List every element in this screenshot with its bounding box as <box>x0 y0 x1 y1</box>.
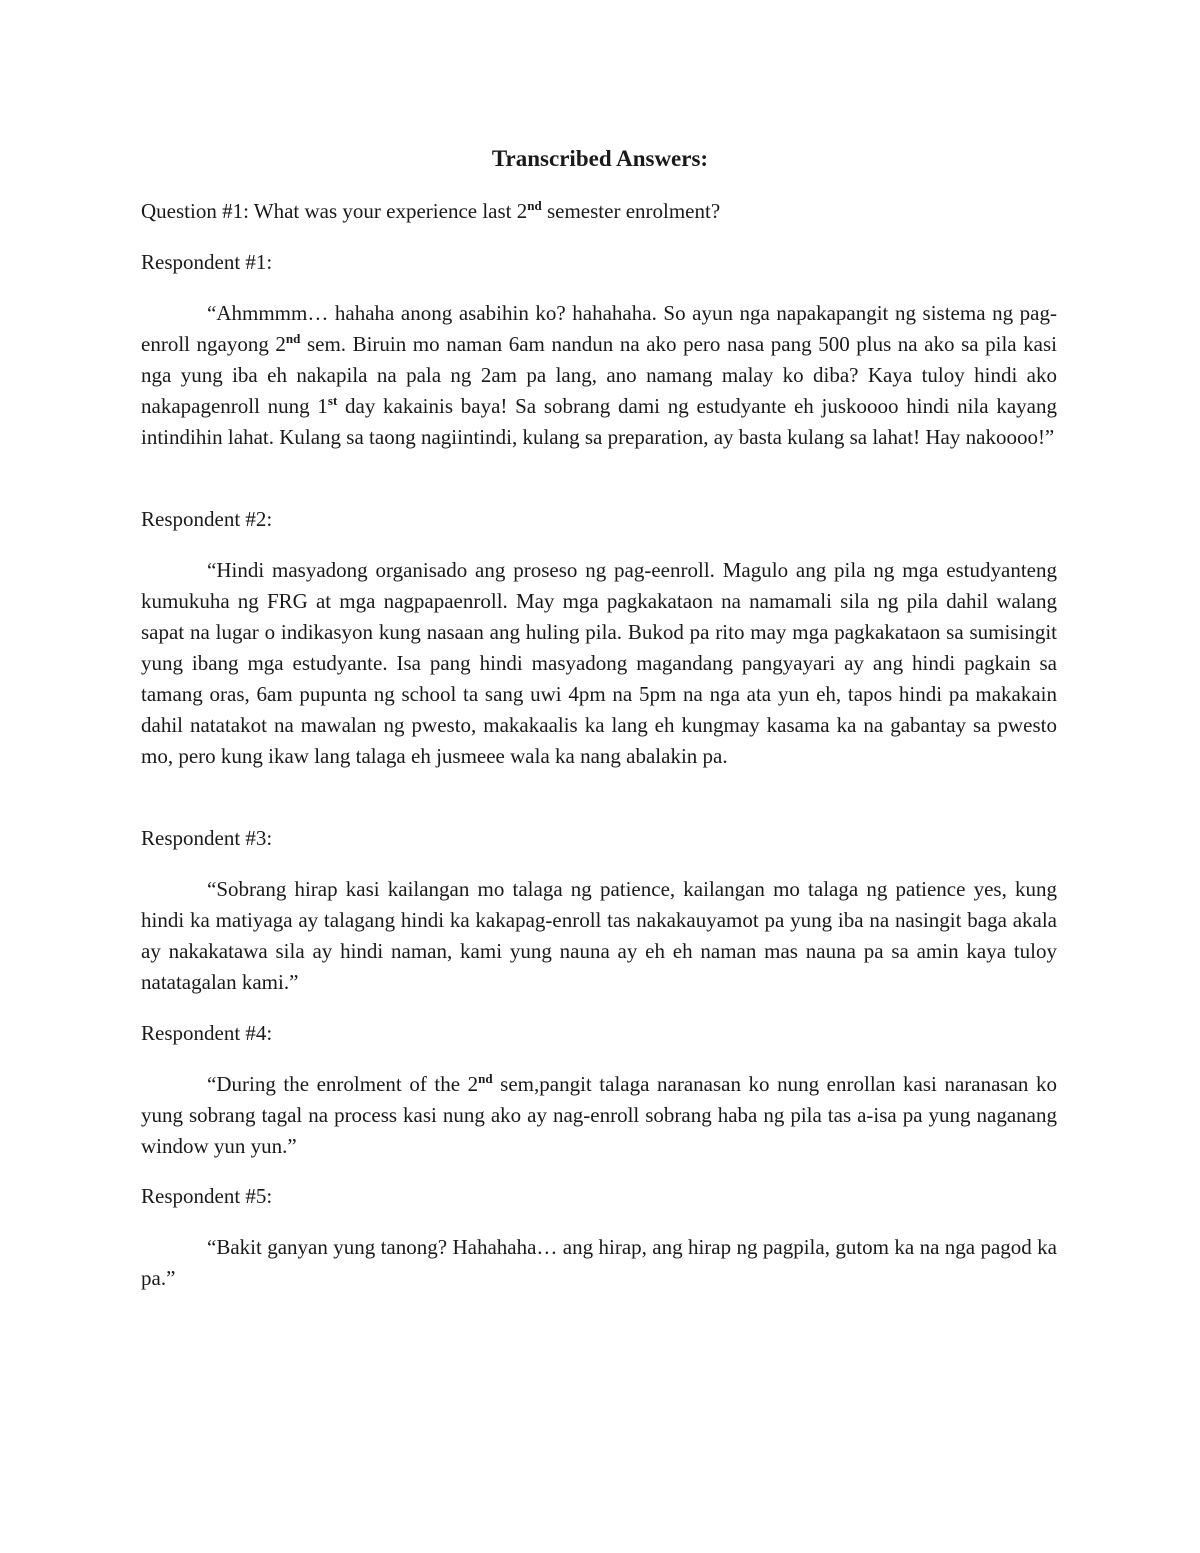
respondent-answer: “Sobrang hirap kasi kailangan mo talaga ng patience, kailangan mo talaga ng patience yes, kung hindi ka matiyaga ay talagang hindi ka kakapag-enroll tas nakakauyamot pa yung iba na nasingit baga akala ay nakakatawa sila ay hindi naman, kami yung nauna ay eh eh naman mas nauna pa sa amin kaya tuloy natatagalan kami.” <box>141 877 1057 994</box>
answer-text: sem. Biruin mo naman 6am nandun na ako pero nasa pang 500 plus na ako sa pila kasi nga yung iba eh nakapila na pala ng 2am pa lang, ano namang malay ko diba? Kaya tuloy hindi ako nakapagenroll nung 1 <box>141 332 1057 418</box>
answer-text: “During the enrolment of the 2 <box>207 1072 479 1096</box>
question-text-end: semester enrolment? <box>541 199 721 223</box>
respondent-label: Respondent #2: <box>141 507 273 531</box>
ordinal-suffix: st <box>327 393 338 408</box>
question-text-start: Question #1: What was your experience last 2 <box>141 199 528 223</box>
ordinal-suffix: nd <box>527 198 542 213</box>
respondent-answer: “Bakit ganyan yung tanong? Hahahaha… ang hirap, ang hirap ng pagpila, gutom ka na nga pagod ka pa.” <box>141 1235 1057 1290</box>
respondent-answer <box>141 298 1057 453</box>
respondent-answer: “Hindi masyadong organisado ang proseso ng pag-eenroll. Magulo ang pila ng mga estudyanteng kumukuha ng FRG at mga nagpapaenroll. May mga pagkakataon na namamali sila ng pila dahil walang sapat na lugar o indikasyon kung nasaan ang huling pila. Bukod pa rito may mga pagkakataon sa sumisingit yung ibang mga estudyante. Isa pang hindi masyadong magandang pangyayari ay ang hindi pagkain sa tamang oras, 6am pupunta ng school ta sang uwi 4pm na 5pm na nga ata yun eh, tapos hindi pa makakain dahil natatakot na mawalan ng pwesto, makakaalis ka lang eh kungmay kasama ka na gabantay sa pwesto mo, pero kung ikaw lang talaga eh jusmeee wala ka nang abalakin pa. <box>141 558 1057 768</box>
ordinal-suffix: nd <box>478 1071 493 1086</box>
answer-text: “Ahmmmm… hahaha anong asabihin ko? hahahaha. So ayun nga napakapangit ng sistema ng pag-enroll ngayong 2 <box>141 301 1057 356</box>
respondent-label: Respondent #4: <box>141 1021 273 1045</box>
document-title: Transcribed Answers: <box>491 146 709 171</box>
answer-text: day kakainis baya! Sa sobrang dami ng estudyante eh juskoooo hindi nila kayang intindihin lahat. Kulang sa taong nagiintindi, kulang sa preparation, ay basta kulang sa lahat! Hay nakoooo!” <box>141 394 1057 449</box>
answer-text: sem,pangit talaga naranasan ko nung enrollan kasi naranasan ko yung sobrang tagal na process kasi nung ako ay nag-enroll sobrang haba ng pila tas a-isa pa yung naganang window yun yun.” <box>141 1072 1057 1158</box>
respondent-answer <box>141 1069 1057 1162</box>
respondent-label: Respondent #3: <box>141 826 273 850</box>
respondent-label: Respondent #5: <box>141 1184 273 1208</box>
question-1 <box>141 196 720 227</box>
ordinal-suffix: nd <box>285 331 301 346</box>
respondent-label: Respondent #1: <box>141 250 273 274</box>
